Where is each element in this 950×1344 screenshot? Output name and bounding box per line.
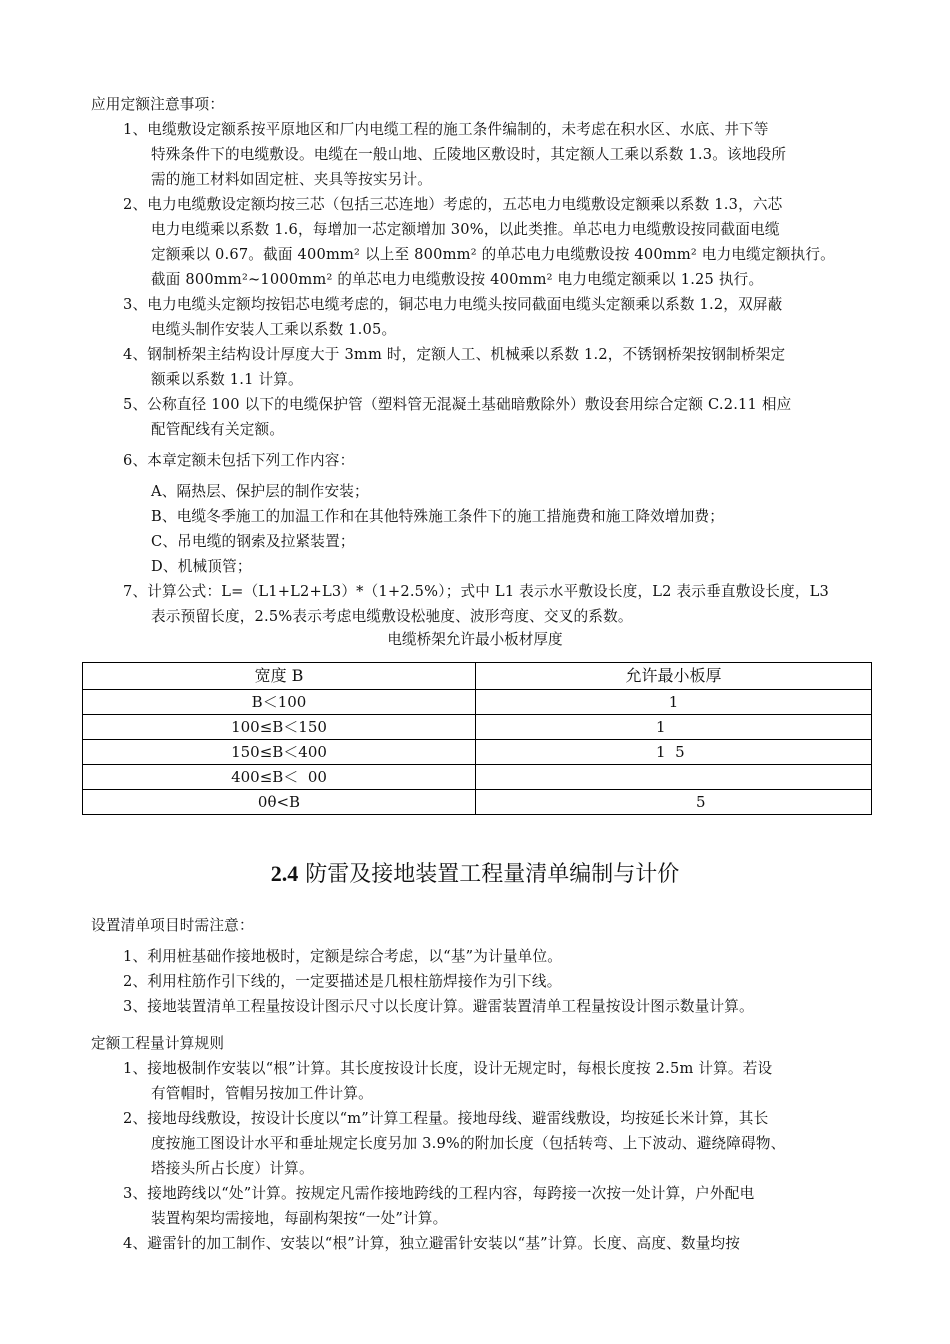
item-number: 2、 [123,1110,148,1127]
notes-item-7-line-1 [123,579,829,604]
table-cell: 1 5 [476,740,872,765]
item-text: 利用柱筋作引下线的，一定要描述是几根柱筋焊接作为引下线。 [147,973,562,990]
notes-item-2-line-4: 截面 800mm²~1000mm² 的单芯电力电缆敷设按 400mm² 电力电缆定额乘以 1.25 执行。 [151,271,764,288]
item-number: 7、 [123,583,148,600]
table-header-row [83,663,872,690]
table-cell: 5 [476,790,872,815]
item-text: 电力电缆敷设定额均按三芯（包括三芯连地）考虑的，五芯电力电缆敷设定额乘以系数 1.3，六芯 [147,196,783,213]
rule-4-line-1 [123,1231,740,1256]
item-number: 4、 [123,1235,148,1252]
notes-title: 应用定额注意事项： [91,96,225,113]
item-text: 本章定额未包括下列工作内容： [147,452,355,469]
notes-item-6-line-1 [123,448,354,473]
table-cell: 400≤B＜ 00 [83,765,476,790]
table-row [83,790,872,815]
item-text: 电力电缆头定额均按铝芯电缆考虑的，铜芯电力电缆头按同截面电缆头定额乘以系数 1.2，双屏蔽 [147,296,783,313]
table-cell: 1 [476,715,872,740]
notes-item-4-line-2: 额乘以系数 1.1 计算。 [151,371,303,388]
item-number: 2、 [123,196,148,213]
rule-2-line-1 [123,1106,768,1131]
notes-item-7-line-2: 表示预留长度，2.5%表示考虑电缆敷设松驰度、波形弯度、交叉的系数。 [151,608,633,625]
rule-1-line-2: 有管帽时，管帽另按加工件计算。 [151,1085,373,1102]
table-caption: 电缆桥架允许最小板材厚度 [387,631,563,648]
list-note-2 [123,969,562,994]
item-text: 接地装置清单工程量按设计图示尺寸以长度计算。避雷装置清单工程量按设计图示数量计算。 [147,998,754,1015]
notes-item-5-line-1 [123,392,791,417]
table-cell: 150≤B＜400 [83,740,476,765]
item-number: 3、 [123,998,148,1015]
sub-item-b: B、电缆冬季施工的加温工作和在其他特殊施工条件下的施工措施费和施工降效增加费； [151,508,725,525]
item-number: 6、 [123,452,148,469]
notes-item-1-line-3: 需的施工材料如固定桩、夹具等按实另计。 [151,171,433,188]
item-number: 1、 [123,948,148,965]
rule-3-line-2: 装置构架均需接地，每副构架按“一处”计算。 [151,1210,448,1227]
item-text: 避雷针的加工制作、安装以“根”计算，独立避雷针安装以“基”计算。长度、高度、数量均按 [147,1235,741,1252]
section-number: 2.4 [270,861,299,886]
list-notes-title: 设置清单项目时需注意： [91,917,254,934]
rule-1-line-1 [123,1056,772,1081]
sub-item-c: C、吊电缆的钢索及拉紧装置； [151,533,355,550]
rule-3-line-1 [123,1181,754,1206]
notes-item-2-line-1 [123,192,782,217]
table-row [83,765,872,790]
item-text: 公称直径 100 以下的电缆保护管（塑料管无混凝土基础暗敷除外）敷设套用综合定额 C.2.11 相应 [147,396,792,413]
item-text: 接地跨线以“处”计算。按规定凡需作接地跨线的工程内容，每跨接一次按一处计算，户外配电 [147,1185,755,1202]
item-number: 3、 [123,1185,148,1202]
item-text: 计算公式：L=（L1+L2+L3）*（1+2.5%）；式中 L1 表示水平敷设长度，L2 表示垂直敷设长度，L3 [147,583,830,600]
sub-item-d: D、机械顶管； [151,558,252,575]
section-heading [0,858,950,891]
sub-item-a: A、隔热层、保护层的制作安装； [151,483,369,500]
item-number: 4、 [123,346,148,363]
item-text: 接地极制作安装以“根”计算。其长度按设计长度，设计无规定时，每根长度按 2.5m 计算。若设 [147,1060,773,1077]
table-cell [476,765,872,790]
item-text: 利用桩基础作接地极时，定额是综合考虑，以“基”为计量单位。 [147,948,563,965]
table-cell: 1 [476,690,872,715]
notes-item-1-line-1 [123,117,769,142]
notes-item-3-line-2: 电缆头制作安装人工乘以系数 1.05。 [151,321,397,338]
table-row [83,715,872,740]
list-note-3 [123,994,754,1019]
rule-2-line-3: 塔接头所占长度）计算。 [151,1160,314,1177]
table-cell: 100≤B＜150 [83,715,476,740]
item-number: 1、 [123,1060,148,1077]
notes-item-1-line-2: 特殊条件下的电缆敷设。电缆在一般山地、丘陵地区敷设时，其定额人工乘以系数 1.3。该地段所 [151,146,787,163]
item-number: 3、 [123,296,148,313]
item-number: 5、 [123,396,148,413]
table-cell: 0θ<B [83,790,476,815]
rule-2-line-2: 度按施工图设计水平和垂址规定长度另加 3.9%的附加长度（包括转弯、上下波动、避绕障碍物、 [151,1135,786,1152]
item-number: 1、 [123,121,148,138]
table-row [83,740,872,765]
notes-item-5-line-2: 配管配线有关定额。 [151,421,285,438]
item-text: 电缆敷设定额系按平原地区和厂内电缆工程的施工条件编制的，未考虑在积水区、水底、井下等 [147,121,769,138]
notes-item-4-line-1 [123,342,785,367]
item-text: 钢制桥架主结构设计厚度大于 3mm 时，定额人工、机械乘以系数 1.2，不锈钢桥架按钢制桥架定 [147,346,786,363]
table-header-thickness: 允许最小板厚 [476,663,872,690]
list-note-1 [123,944,562,969]
rules-title: 定额工程量计算规则 [91,1035,225,1052]
notes-item-2-line-2: 电力电缆乘以系数 1.6，每增加一芯定额增加 30%，以此类推。单芯电力电缆敷设按同截面电缆 [151,221,780,238]
table-row [83,690,872,715]
notes-item-2-line-3: 定额乘以 0.67。截面 400mm² 以上至 800mm² 的单芯电力电缆敷设按 400mm² 电力电缆定额执行。 [151,246,835,263]
item-text: 接地母线敷设，按设计长度以“m”计算工程量。接地母线、避雷线敷设，均按延长米计算，其长 [147,1110,769,1127]
item-number: 2、 [123,973,148,990]
thickness-table [82,662,872,815]
table-header-width: 宽度 B [83,663,476,690]
table-cell: B＜100 [83,690,476,715]
section-title: 防雷及接地装置工程量清单编制与计价 [305,862,680,887]
notes-item-3-line-1 [123,292,782,317]
